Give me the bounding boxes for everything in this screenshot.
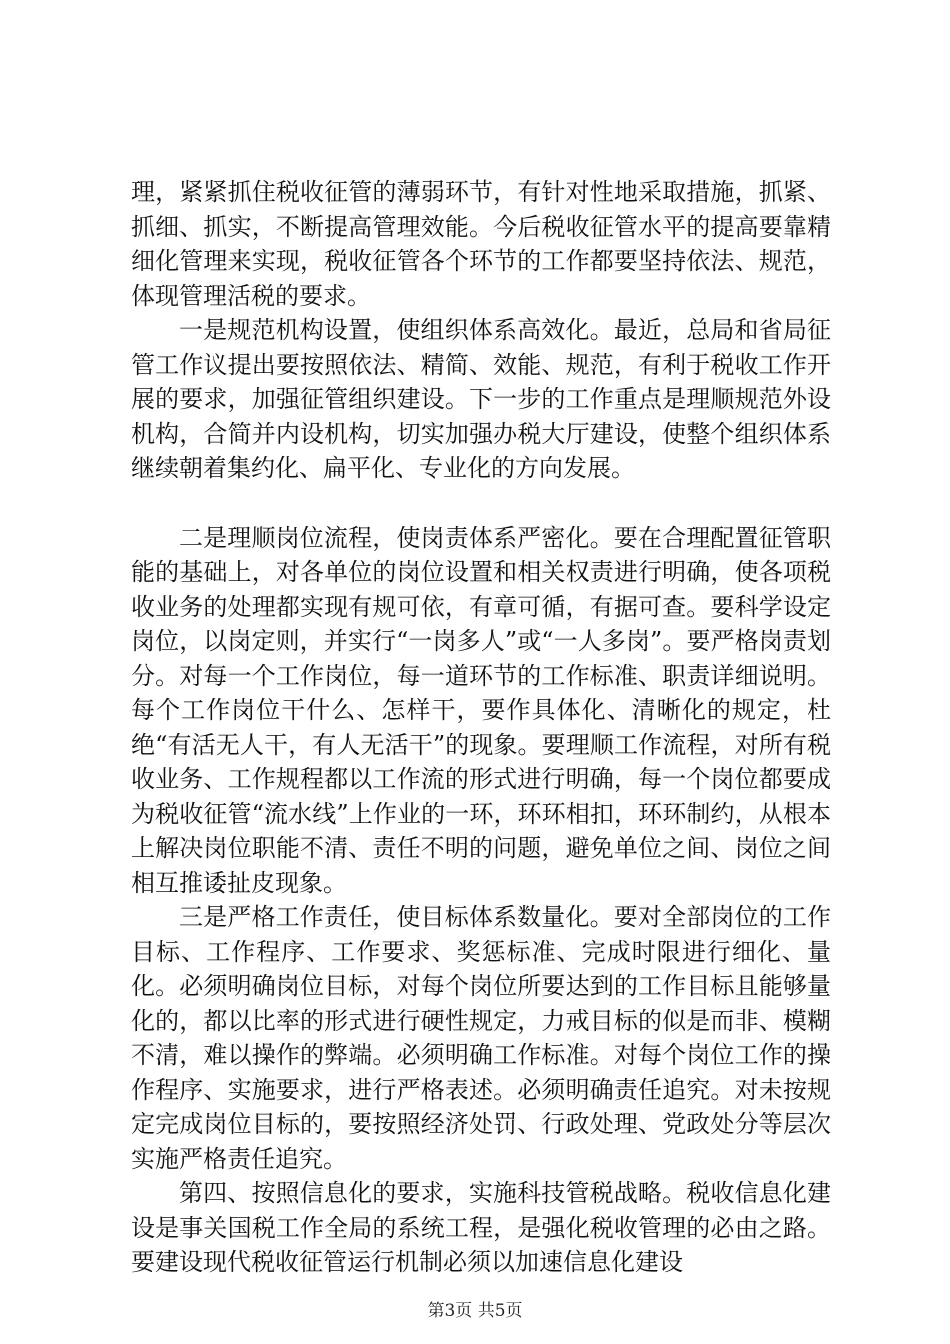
paragraph-organization: 一是规范机构设置，使组织体系高效化。最近，总局和省局征管工作议提出要按照依法、精简、效能、规范，有利于税收工作开展的要求，加强征管组织建设。下一步的工作重点是理顺规范外设机构，合简并内设机构，切实加强办税大厅建设，使整个组织体系继续朝着集约化、扁平化、专业化的方向发展。 (131, 316, 831, 482)
paragraph-informatization: 第四、按照信息化的要求，实施科技管税战略。税收信息化建设是事关国税工作全局的系统工程，是强化税收管理的必由之路。要建设现代税收征管运行机制必须以加速信息化建设 (131, 1179, 831, 1276)
page-number-footer: 第3页 共5页 (427, 1301, 523, 1321)
paragraph-spacer (131, 486, 831, 521)
document-body (131, 175, 831, 1280)
paragraph-responsibility: 三是严格工作责任，使目标体系数量化。要对全部岗位的工作目标、工作程序、工作要求、奖惩标准、完成时限进行细化、量化。必须明确岗位目标，对每个岗位所要达到的工作目标且能够量化的，都以比率的形式进行硬性规定，力戒目标的似是而非、模糊不清，难以操作的弊端。必须明确工作标准。对每个岗位工作的操作程序、实施要求，进行严格表述。必须明确责任追究。对未按规定完成岗位目标的，要按照经济处罚、行政处理、党政处分等层次实施严格责任追究。 (131, 903, 831, 1173)
paragraph-post-process: 二是理顺岗位流程，使岗责体系严密化。要在合理配置征管职能的基础上，对各单位的岗位设置和相关权责进行明确，使各项税收业务的处理都实现有规可依，有章可循，有据可查。要科学设定岗位，以岗定则，并实行“一岗多人”或“一人多岗”。要严格岗责划分。对每一个工作岗位，每一道环节的工作标准、职责详细说明。每个工作岗位干什么、怎样干，要作具体化、清晰化的规定，杜绝“有活无人干，有人无活干”的现象。要理顺工作流程，对所有税收业务、工作规程都以工作流的形式进行明确，每一个岗位都要成为税收征管“流水线”上作业的一环，环环相扣，环环制约，从根本上解决岗位职能不清、责任不明的问题，避免单位之间、岗位之间相互推诿扯皮现象。 (131, 523, 831, 897)
paragraph-continuation: 理，紧紧抓住税收征管的薄弱环节，有针对性地采取措施，抓紧、抓细、抓实，不断提高管理效能。今后税收征管水平的提高要靠精细化管理来实现，税收征管各个环节的工作都要坚持依法、规范，体现管理活税的要求。 (131, 178, 831, 310)
